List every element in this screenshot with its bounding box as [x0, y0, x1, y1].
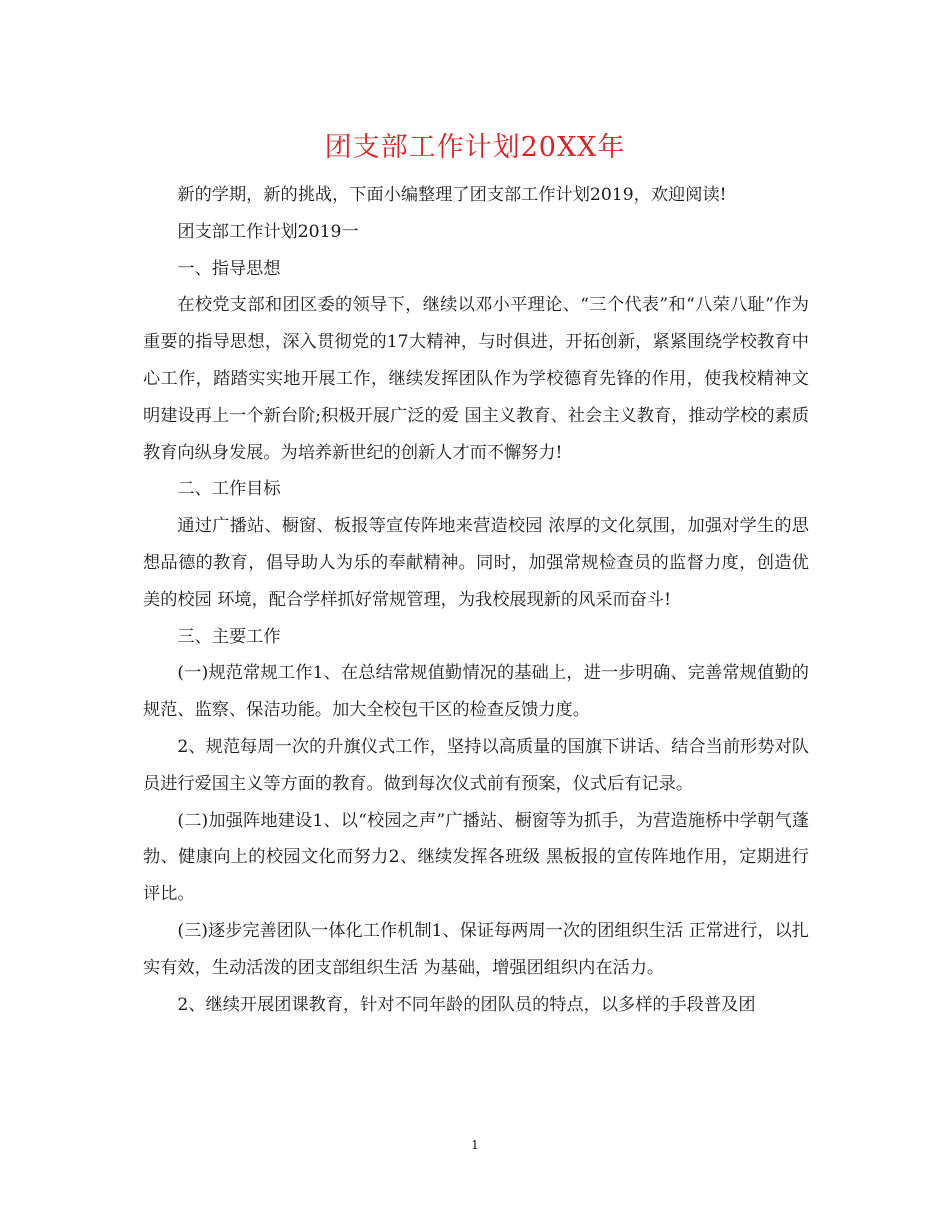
- paragraph-integration-mechanism: (三)逐步完善团队一体化工作机制1、保证每两周一次的团组织生活 正常进行，以扎实有效，生动活泼的团支部组织生活 为基础，增强团组织内在活力。: [143, 920, 809, 978]
- paragraph-flag-ceremony: 2、规范每周一次的升旗仪式工作，坚持以高质量的国旗下讲话、结合当前形势对队员进行爱国主义等方面的教育。做到每次仪式前有预案，仪式后有记录。: [143, 736, 809, 794]
- document-body: [143, 177, 809, 1023]
- document-title: 团支部工作计划20XX年: [324, 132, 626, 163]
- plan-subtitle: 团支部工作计划2019一: [177, 221, 359, 242]
- paragraph-guiding-ideology: 在校党支部和团区委的领导下，继续以邓小平理论、“三个代表”和“八荣八耻”作为重要的指导思想，深入贯彻党的17大精神，与时俱进，开拓创新，紧紧围绕学校教育中心工作，踏踏实实地开展工作，继续发挥团队作为学校德育先锋的作用，使我校精神文明建设再上一个新台阶;积极开展广泛的爱 国主义教育、社会主义教育，推动学校的素质教育向纵身发展。为培养新世纪的创新人才而不懈努力!: [143, 295, 809, 463]
- section-heading-main-work: 三、主要工作: [177, 626, 281, 647]
- paragraph-position-building: (二)加强阵地建设1、以“校园之声”广播站、橱窗等为抓手，为营造施桥中学朝气蓬勃、健康向上的校园文化而努力2、继续发挥各班级 黑板报的宣传阵地作用，定期进行评比。: [143, 810, 809, 905]
- paragraph-league-lessons: 2、继续开展团课教育，针对不同年龄的团队员的特点，以多样的手段普及团: [177, 994, 756, 1015]
- page-number: 1: [471, 1138, 479, 1152]
- paragraph-routine-work: (一)规范常规工作1、在总结常规值勤情况的基础上，进一步明确、完善常规值勤的规范、监察、保洁功能。加大全校包干区的检查反馈力度。: [143, 663, 809, 721]
- paragraph-work-goals: 通过广播站、橱窗、板报等宣传阵地来营造校园 浓厚的文化氛围，加强对学生的思想品德的教育，倡导助人为乐的奉献精神。同时，加强常规检查员的监督力度，创造优美的校园 环境，配合学样抓好常规管理，为我校展现新的风采而奋斗!: [143, 516, 809, 610]
- section-heading-guiding-ideology: 一、指导思想: [177, 258, 281, 279]
- section-heading-work-goals: 二、工作目标: [177, 479, 281, 500]
- intro-paragraph: 新的学期，新的挑战，下面小编整理了团支部工作计划2019，欢迎阅读!: [177, 185, 727, 205]
